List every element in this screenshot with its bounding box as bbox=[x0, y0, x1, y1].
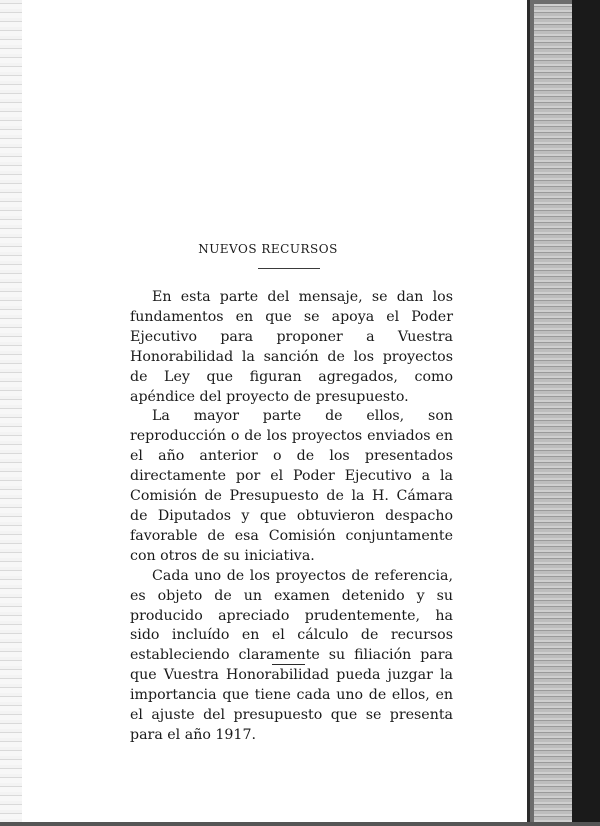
paragraph: Cada uno de los proyectos de referencia, es objeto de un examen detenido y su producido apreciado prudentemente, ha sido incluído en el cálculo de recursos estableciendo claramente su filiación para que Vuestra Honorabilidad pueda juzgar la importancia que tiene cada uno de ellos, en el ajuste del presupuesto que se presenta para el año 1917. bbox=[130, 567, 453, 743]
scan-edge-texture bbox=[534, 4, 572, 822]
closing-rule bbox=[272, 664, 305, 665]
paragraph: La mayor parte de ellos, son reproducción o de los proyectos enviados en el año anterior o de los presentados directamente por el Poder Ejecutivo a la Comisión de Presupuesto de la H. Cámara de Diputados y que obtuvieron despacho favorable de esa Comisión conjuntamente con otros de su iniciativa. bbox=[130, 408, 453, 564]
scan-left-gutter bbox=[0, 0, 23, 826]
scan-bottom-edge bbox=[0, 822, 600, 826]
paragraph: En esta parte del mensaje, se dan los fundamentos en que se apoya el Poder Ejecutivo para proponer a Vuestra Honorabilidad la sanción de los proyectos de Ley que figuran agregados, como apéndice del proyecto de presupuesto. bbox=[130, 289, 453, 405]
heading-underline bbox=[258, 268, 320, 269]
section-heading: NUEVOS RECURSOS bbox=[198, 242, 338, 256]
scan-edge-dark bbox=[572, 0, 600, 826]
body-text bbox=[130, 288, 453, 746]
scan-right-edge bbox=[530, 0, 600, 826]
